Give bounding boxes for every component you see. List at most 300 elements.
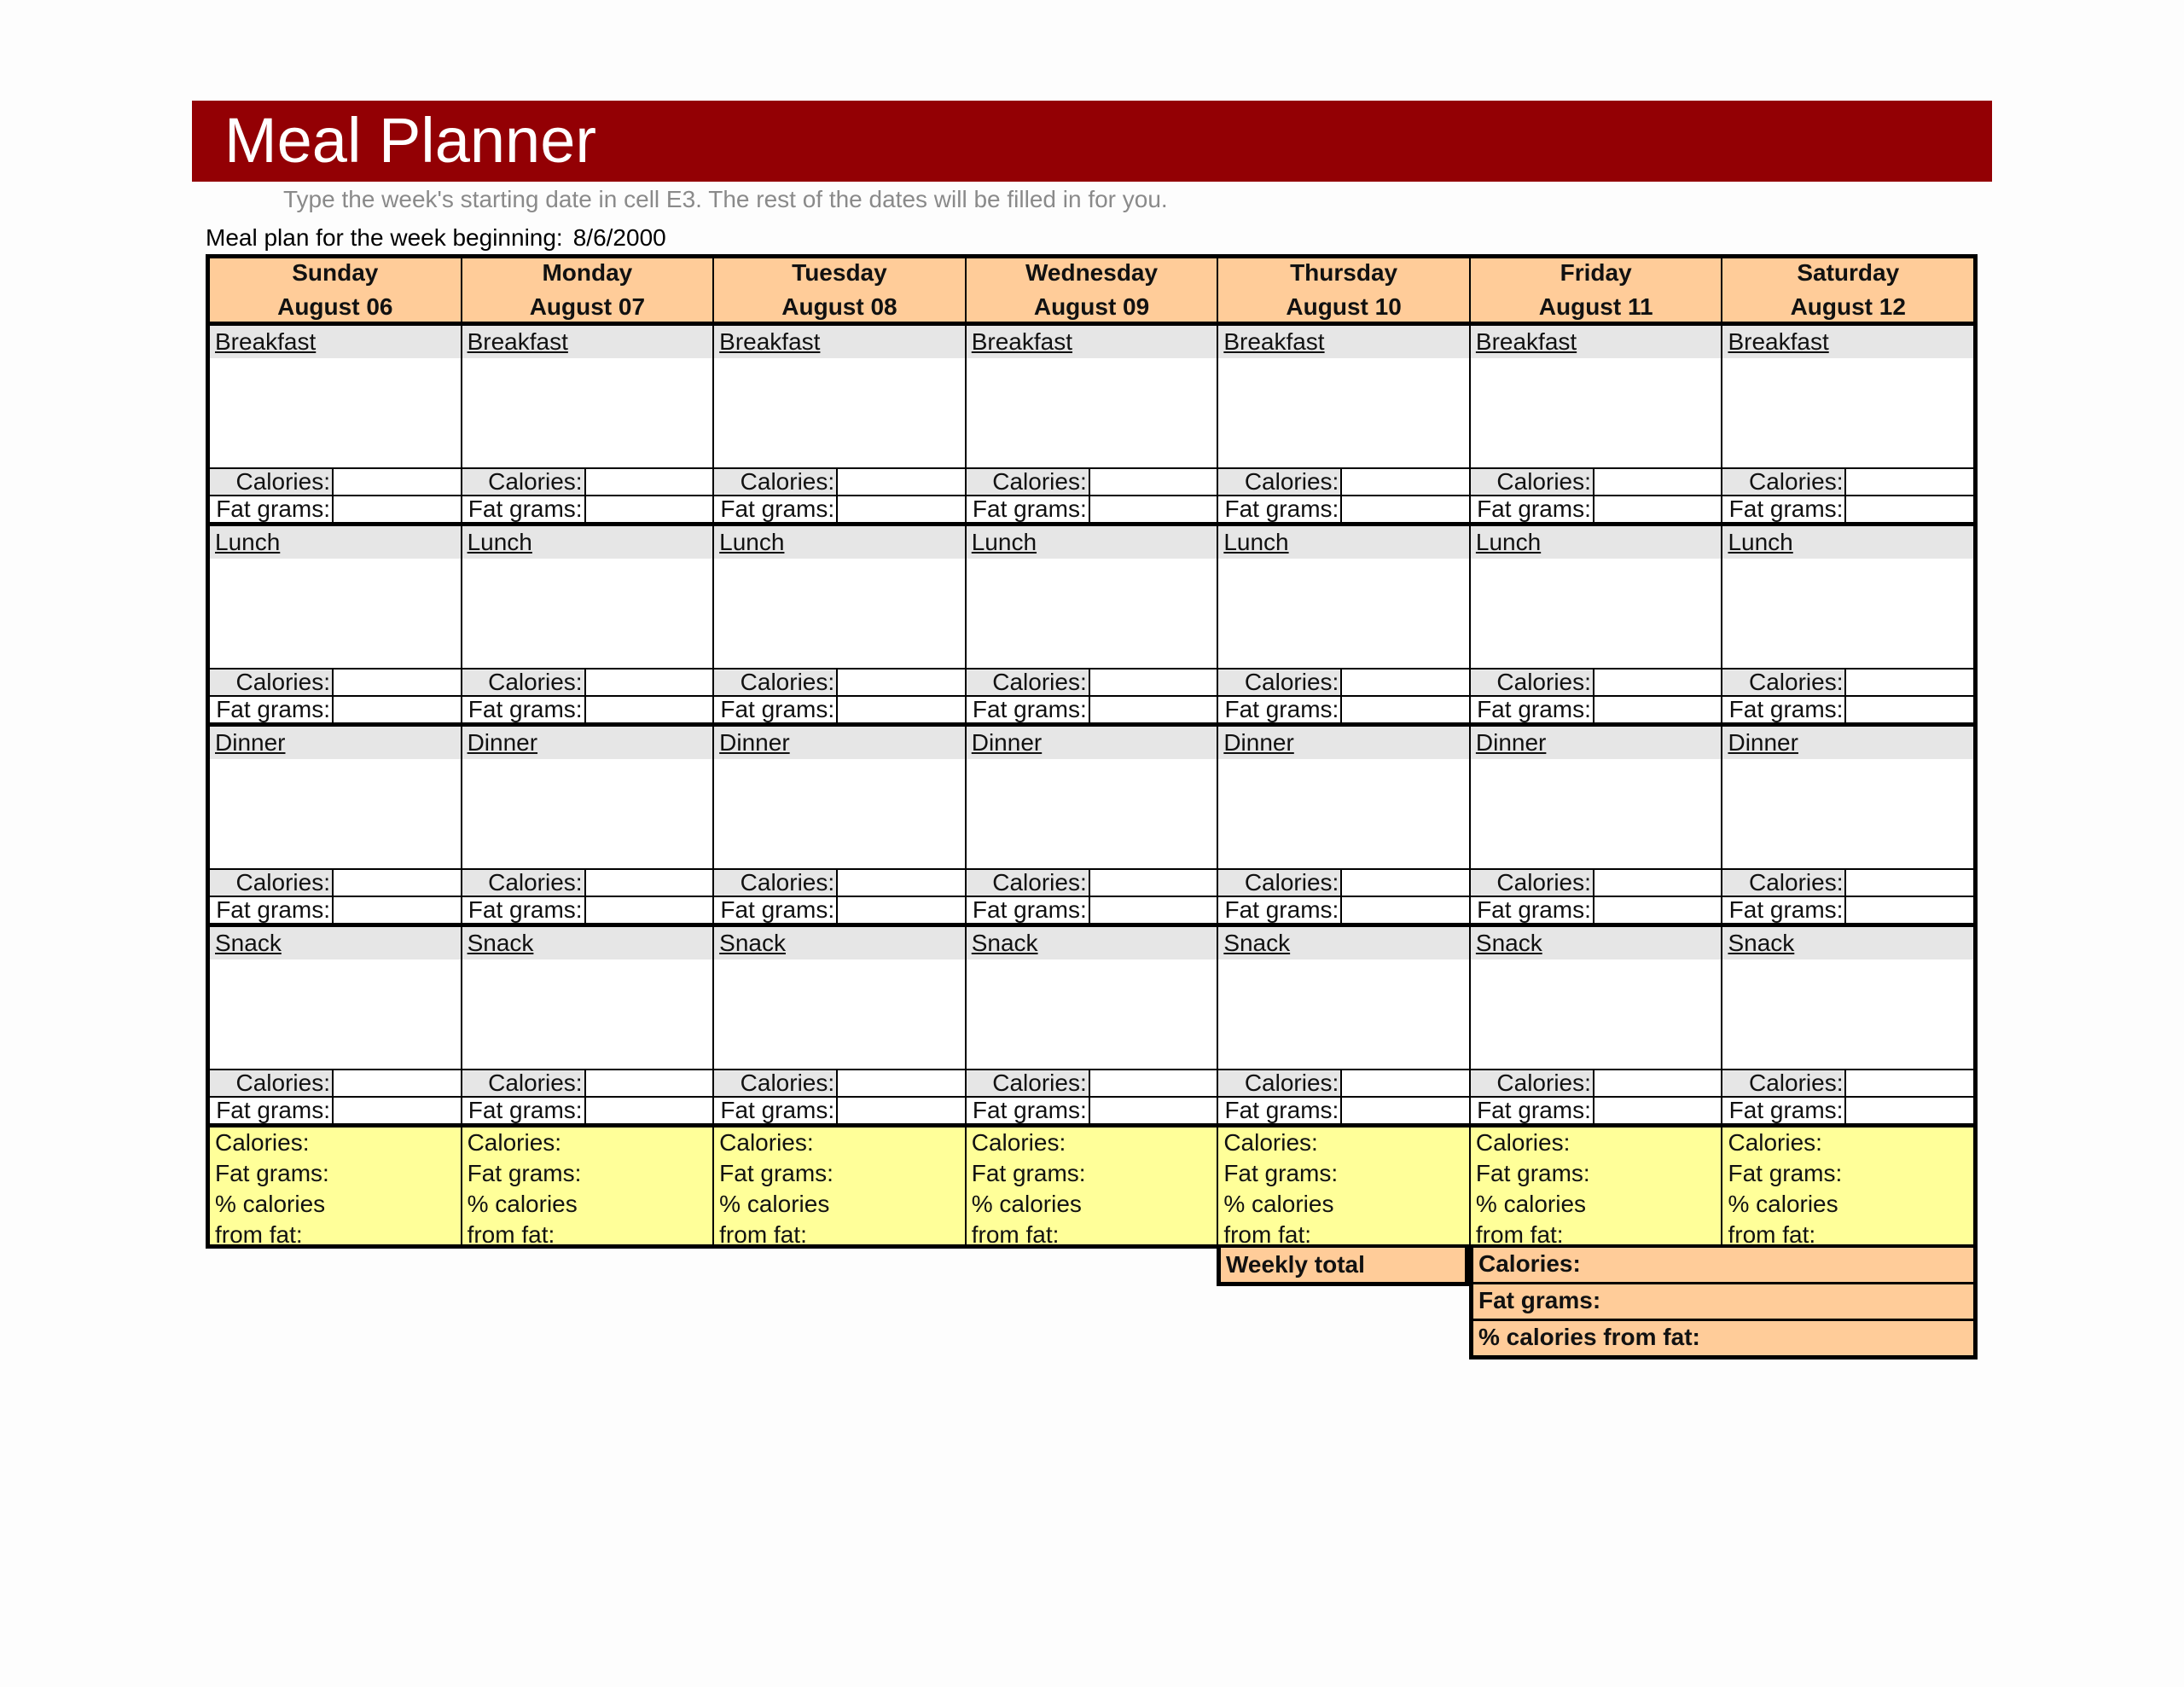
meal-cell — [965, 326, 1217, 522]
calories-label: Calories: — [967, 870, 1090, 896]
daily-summary-friday[interactable] — [1469, 1128, 1722, 1244]
summary-line: Calories: — [1475, 1129, 1571, 1156]
meal-entry-area[interactable] — [462, 358, 713, 469]
fat-input[interactable] — [1090, 1098, 1217, 1123]
meal-label: Breakfast — [1218, 326, 1469, 358]
day-header-wednesday — [965, 258, 1217, 322]
calories-input[interactable] — [586, 870, 713, 896]
meal-cell — [712, 526, 965, 722]
summary-line: % calories — [467, 1191, 578, 1217]
calories-label: Calories: — [1471, 670, 1594, 695]
fat-row — [1471, 897, 1722, 923]
fat-label: Fat grams: — [462, 897, 586, 923]
fat-input[interactable] — [1090, 697, 1217, 722]
meal-entry-area[interactable] — [1471, 559, 1722, 670]
calories-label: Calories: — [462, 469, 586, 495]
calories-row — [210, 469, 461, 496]
calories-label: Calories: — [210, 1070, 334, 1096]
meal-block-breakfast — [206, 326, 1978, 526]
daily-summary-row — [206, 1128, 1978, 1249]
fat-label: Fat grams: — [1471, 1098, 1594, 1123]
fat-input[interactable] — [1342, 1098, 1469, 1123]
calories-input[interactable] — [334, 469, 461, 495]
fat-input[interactable] — [838, 496, 965, 522]
meal-entry-area[interactable] — [210, 959, 461, 1070]
meal-entry-area[interactable] — [714, 358, 965, 469]
meal-label: Snack — [210, 927, 461, 959]
meal-label: Dinner — [462, 727, 713, 759]
calories-input[interactable] — [1090, 1070, 1217, 1096]
calories-input[interactable] — [1846, 1070, 1973, 1096]
fat-label: Fat grams: — [1471, 496, 1594, 522]
calories-label: Calories: — [967, 670, 1090, 695]
day-name: Monday — [542, 259, 633, 286]
meal-label: Lunch — [967, 526, 1217, 559]
calories-input[interactable] — [1342, 670, 1469, 695]
meal-label: Dinner — [1722, 727, 1973, 759]
calories-label: Calories: — [1722, 469, 1846, 495]
fat-row — [1218, 697, 1469, 722]
meal-entry-area[interactable] — [967, 959, 1217, 1070]
meal-entry-area[interactable] — [1722, 559, 1973, 670]
meal-cell — [1217, 526, 1469, 722]
calories-label: Calories: — [1471, 870, 1594, 896]
summary-line: from fat: — [971, 1221, 1060, 1244]
summary-line: from fat: — [1475, 1221, 1564, 1244]
calories-label: Calories: — [1218, 670, 1342, 695]
fat-label: Fat grams: — [967, 1098, 1090, 1123]
meal-entry-area[interactable] — [1471, 759, 1722, 870]
calories-label: Calories: — [1722, 1070, 1846, 1096]
calories-row — [1218, 469, 1469, 496]
meal-entry-area[interactable] — [1722, 358, 1973, 469]
fat-input[interactable] — [1594, 897, 1722, 923]
meal-cell — [1217, 326, 1469, 522]
calories-row — [1218, 1070, 1469, 1098]
fat-label: Fat grams: — [1722, 1098, 1846, 1123]
fat-row — [714, 1098, 965, 1123]
daily-summary-sunday[interactable] — [210, 1128, 461, 1244]
fat-row — [714, 897, 965, 923]
calories-input[interactable] — [1846, 469, 1973, 495]
fat-label: Fat grams: — [1471, 897, 1594, 923]
meal-entry-area[interactable] — [1722, 959, 1973, 1070]
fat-row — [210, 1098, 461, 1123]
calories-row — [462, 870, 713, 897]
summary-line: from fat: — [719, 1221, 807, 1244]
fat-input[interactable] — [1090, 897, 1217, 923]
fat-input[interactable] — [1846, 1098, 1973, 1123]
fat-row — [967, 697, 1217, 722]
meal-cell — [1721, 727, 1973, 923]
meal-block-dinner — [206, 727, 1978, 927]
weekly-percent-fat[interactable]: % calories from fat: — [1473, 1319, 1973, 1355]
meal-label: Dinner — [967, 727, 1217, 759]
calories-row — [967, 870, 1217, 897]
meal-entry-area[interactable] — [210, 559, 461, 670]
calories-row — [210, 1070, 461, 1098]
week-start-label: Meal plan for the week beginning: — [206, 224, 563, 251]
calories-input[interactable] — [1594, 870, 1722, 896]
calories-row — [1471, 1070, 1722, 1098]
meal-entry-area[interactable] — [967, 759, 1217, 870]
meal-cell — [210, 326, 461, 522]
fat-label: Fat grams: — [967, 496, 1090, 522]
meal-block-lunch — [206, 526, 1978, 727]
daily-summary-thursday[interactable] — [1217, 1128, 1469, 1244]
calories-label: Calories: — [967, 469, 1090, 495]
day-header-friday — [1469, 258, 1722, 322]
meal-cell — [210, 526, 461, 722]
meal-label: Snack — [1471, 927, 1722, 959]
calories-row — [1471, 469, 1722, 496]
calories-input[interactable] — [838, 670, 965, 695]
fat-row — [1722, 697, 1973, 722]
fat-label: Fat grams: — [967, 897, 1090, 923]
meal-label: Breakfast — [1722, 326, 1973, 358]
calories-row — [1722, 870, 1973, 897]
daily-summary-saturday[interactable] — [1721, 1128, 1973, 1244]
week-start-line — [206, 224, 666, 252]
fat-row — [1471, 697, 1722, 722]
day-name: Saturday — [1797, 259, 1900, 286]
meal-label: Snack — [1722, 927, 1973, 959]
fat-input[interactable] — [1846, 697, 1973, 722]
meal-cell — [712, 727, 965, 923]
fat-input[interactable] — [838, 1098, 965, 1123]
meal-cell — [1469, 927, 1722, 1123]
meal-entry-area[interactable] — [1218, 759, 1469, 870]
meal-cell — [461, 526, 713, 722]
day-header-row — [206, 254, 1978, 326]
meal-entry-area[interactable] — [714, 759, 965, 870]
meal-cell — [1469, 727, 1722, 923]
meal-entry-area[interactable] — [1722, 759, 1973, 870]
calories-input[interactable] — [838, 870, 965, 896]
meal-label: Breakfast — [967, 326, 1217, 358]
calories-row — [462, 1070, 713, 1098]
fat-input[interactable] — [838, 897, 965, 923]
fat-label: Fat grams: — [1218, 697, 1342, 722]
day-date: August 10 — [1286, 293, 1402, 320]
fat-label: Fat grams: — [714, 1098, 838, 1123]
meal-cell — [210, 727, 461, 923]
meal-entry-area[interactable] — [1471, 959, 1722, 1070]
meal-cell — [1217, 727, 1469, 923]
meal-label: Lunch — [714, 526, 965, 559]
calories-input[interactable] — [586, 670, 713, 695]
fat-input[interactable] — [1594, 697, 1722, 722]
fat-row — [967, 496, 1217, 522]
fat-label: Fat grams: — [462, 697, 586, 722]
fat-label: Fat grams: — [210, 697, 334, 722]
meal-label: Dinner — [210, 727, 461, 759]
summary-line: Fat grams: — [1223, 1160, 1339, 1186]
meal-label: Breakfast — [210, 326, 461, 358]
calories-input[interactable] — [838, 1070, 965, 1096]
fat-input[interactable] — [334, 496, 461, 522]
calories-input[interactable] — [1342, 469, 1469, 495]
title-bar — [192, 101, 1992, 182]
calories-row — [210, 670, 461, 697]
fat-row — [462, 496, 713, 522]
fat-label: Fat grams: — [1218, 496, 1342, 522]
fat-input[interactable] — [1846, 496, 1973, 522]
calories-input[interactable] — [1090, 670, 1217, 695]
fat-label: Fat grams: — [1218, 1098, 1342, 1123]
fat-label: Fat grams: — [1722, 697, 1846, 722]
calories-label: Calories: — [1218, 870, 1342, 896]
meal-cell — [712, 927, 965, 1123]
summary-line: % calories — [1728, 1191, 1838, 1217]
meal-entry-area[interactable] — [967, 358, 1217, 469]
day-name: Sunday — [292, 259, 379, 286]
calories-row — [714, 870, 965, 897]
calories-row — [1218, 670, 1469, 697]
summary-line: Calories: — [1223, 1129, 1318, 1156]
fat-label: Fat grams: — [462, 496, 586, 522]
fat-input[interactable] — [334, 897, 461, 923]
fat-row — [1722, 496, 1973, 522]
calories-row — [462, 670, 713, 697]
fat-label: Fat grams: — [210, 897, 334, 923]
summary-line: Fat grams: — [971, 1160, 1086, 1186]
weekly-total-label: Weekly total — [1217, 1248, 1469, 1286]
summary-line: % calories — [719, 1191, 830, 1217]
meal-entry-area[interactable] — [210, 759, 461, 870]
fat-row — [1218, 1098, 1469, 1123]
meal-entry-area[interactable] — [210, 358, 461, 469]
meal-label: Dinner — [714, 727, 965, 759]
fat-label: Fat grams: — [210, 496, 334, 522]
calories-input[interactable] — [1342, 870, 1469, 896]
calories-label: Calories: — [462, 1070, 586, 1096]
calories-input[interactable] — [1594, 670, 1722, 695]
calories-label: Calories: — [210, 670, 334, 695]
calories-label: Calories: — [210, 469, 334, 495]
calories-input[interactable] — [1594, 469, 1722, 495]
fat-row — [1722, 897, 1973, 923]
summary-line: % calories — [215, 1191, 326, 1217]
fat-input[interactable] — [1090, 496, 1217, 522]
fat-row — [1722, 1098, 1973, 1123]
meal-label: Snack — [1218, 927, 1469, 959]
fat-row — [1471, 496, 1722, 522]
calories-label: Calories: — [967, 1070, 1090, 1096]
meal-cell — [461, 927, 713, 1123]
fat-row — [210, 697, 461, 722]
fat-input[interactable] — [586, 496, 713, 522]
weekly-fat-grams[interactable]: Fat grams: — [1473, 1282, 1973, 1319]
summary-line: from fat: — [467, 1221, 555, 1244]
meal-entry-area[interactable] — [462, 559, 713, 670]
weekly-total-box — [1469, 1248, 1978, 1359]
day-header-saturday — [1721, 258, 1973, 322]
fat-label: Fat grams: — [967, 697, 1090, 722]
fat-input[interactable] — [1846, 897, 1973, 923]
meal-label: Breakfast — [462, 326, 713, 358]
calories-label: Calories: — [1471, 469, 1594, 495]
summary-line: % calories — [1223, 1191, 1334, 1217]
calories-input[interactable] — [838, 469, 965, 495]
summary-line: Fat grams: — [1475, 1160, 1590, 1186]
fat-label: Fat grams: — [1722, 897, 1846, 923]
instructions: Type the week's starting date in cell E3. The rest of the dates will be filled in for you. — [283, 186, 1168, 212]
calories-input[interactable] — [586, 1070, 713, 1096]
fat-label: Fat grams: — [714, 897, 838, 923]
meal-entry-area[interactable] — [1218, 959, 1469, 1070]
summary-line: % calories — [1475, 1191, 1587, 1217]
fat-row — [1218, 496, 1469, 522]
calories-row — [714, 1070, 965, 1098]
calories-row — [210, 870, 461, 897]
calories-row — [1722, 469, 1973, 496]
calories-input[interactable] — [586, 469, 713, 495]
calories-label: Calories: — [1218, 1070, 1342, 1096]
day-header-tuesday — [712, 258, 965, 322]
calories-row — [967, 469, 1217, 496]
meal-entry-area[interactable] — [1218, 358, 1469, 469]
calories-label: Calories: — [1722, 670, 1846, 695]
fat-label: Fat grams: — [714, 496, 838, 522]
summary-line: Calories: — [1728, 1129, 1822, 1156]
meal-label: Lunch — [1218, 526, 1469, 559]
calories-input[interactable] — [1090, 870, 1217, 896]
daily-summary-tuesday[interactable] — [712, 1128, 965, 1244]
meal-entry-area[interactable] — [967, 559, 1217, 670]
meal-entry-area[interactable] — [1218, 559, 1469, 670]
calories-input[interactable] — [1342, 1070, 1469, 1096]
fat-input[interactable] — [1594, 496, 1722, 522]
fat-label: Fat grams: — [210, 1098, 334, 1123]
fat-input[interactable] — [586, 897, 713, 923]
fat-input[interactable] — [838, 697, 965, 722]
calories-row — [1218, 870, 1469, 897]
fat-row — [714, 697, 965, 722]
calories-input[interactable] — [1846, 870, 1973, 896]
day-name: Thursday — [1290, 259, 1398, 286]
summary-line: % calories — [971, 1191, 1082, 1217]
meal-cell — [461, 727, 713, 923]
meal-cell — [1721, 326, 1973, 522]
summary-line: from fat: — [215, 1221, 303, 1244]
meal-cell — [461, 326, 713, 522]
fat-row — [210, 897, 461, 923]
page-title: Meal Planner — [224, 105, 597, 176]
calories-row — [462, 469, 713, 496]
calories-row — [967, 1070, 1217, 1098]
fat-input[interactable] — [1342, 897, 1469, 923]
day-name: Wednesday — [1025, 259, 1159, 286]
fat-input[interactable] — [1342, 496, 1469, 522]
fat-label: Fat grams: — [1722, 496, 1846, 522]
calories-input[interactable] — [1846, 670, 1973, 695]
meal-label: Dinner — [1471, 727, 1722, 759]
day-header-monday — [461, 258, 713, 322]
calories-input[interactable] — [1594, 1070, 1722, 1096]
calories-label: Calories: — [462, 670, 586, 695]
meal-entry-area[interactable] — [462, 959, 713, 1070]
fat-row — [210, 496, 461, 522]
calories-label: Calories: — [1218, 469, 1342, 495]
fat-row — [1471, 1098, 1722, 1123]
day-date: August 08 — [781, 293, 897, 320]
fat-input[interactable] — [586, 697, 713, 722]
meal-cell — [1469, 526, 1722, 722]
fat-input[interactable] — [586, 1098, 713, 1123]
daily-summary-monday[interactable] — [461, 1128, 713, 1244]
fat-input[interactable] — [1594, 1098, 1722, 1123]
fat-input[interactable] — [334, 697, 461, 722]
summary-line: Calories: — [719, 1129, 814, 1156]
calories-row — [1471, 670, 1722, 697]
meal-label: Lunch — [1722, 526, 1973, 559]
calories-row — [1471, 870, 1722, 897]
fat-label: Fat grams: — [462, 1098, 586, 1123]
fat-label: Fat grams: — [1471, 697, 1594, 722]
summary-line: Fat grams: — [1728, 1160, 1843, 1186]
meal-block-snack — [206, 927, 1978, 1128]
meal-label: Snack — [714, 927, 965, 959]
calories-row — [714, 670, 965, 697]
fat-label: Fat grams: — [1218, 897, 1342, 923]
calories-input[interactable] — [334, 670, 461, 695]
meal-cell — [712, 326, 965, 522]
meal-label: Lunch — [462, 526, 713, 559]
meal-label: Snack — [967, 927, 1217, 959]
meal-cell — [1721, 927, 1973, 1123]
day-date: August 07 — [529, 293, 646, 320]
meal-cell — [1217, 927, 1469, 1123]
meal-entry-area[interactable] — [714, 959, 965, 1070]
weekly-calories[interactable]: Calories: — [1478, 1250, 1581, 1277]
summary-line: Fat grams: — [467, 1160, 582, 1186]
meal-entry-area[interactable] — [462, 759, 713, 870]
fat-row — [714, 496, 965, 522]
calories-label: Calories: — [714, 670, 838, 695]
calories-input[interactable] — [334, 870, 461, 896]
meal-label: Lunch — [210, 526, 461, 559]
fat-row — [462, 1098, 713, 1123]
calories-row — [1722, 670, 1973, 697]
summary-line: Calories: — [971, 1129, 1066, 1156]
calories-label: Calories: — [1722, 870, 1846, 896]
meal-entry-area[interactable] — [1471, 358, 1722, 469]
meal-label: Breakfast — [714, 326, 965, 358]
summary-line: from fat: — [1223, 1221, 1312, 1244]
summary-line: from fat: — [1728, 1221, 1816, 1244]
meal-cell — [1721, 526, 1973, 722]
meal-entry-area[interactable] — [714, 559, 965, 670]
fat-input[interactable] — [334, 1098, 461, 1123]
day-header-thursday — [1217, 258, 1469, 322]
meal-cell — [965, 727, 1217, 923]
summary-line: Calories: — [215, 1129, 310, 1156]
meal-label: Snack — [462, 927, 713, 959]
week-start-date[interactable]: 8/6/2000 — [572, 224, 666, 251]
meal-label: Lunch — [1471, 526, 1722, 559]
meal-label: Dinner — [1218, 727, 1469, 759]
fat-input[interactable] — [1342, 697, 1469, 722]
day-header-sunday — [210, 258, 461, 322]
calories-input[interactable] — [334, 1070, 461, 1096]
calories-label: Calories: — [210, 870, 334, 896]
calories-input[interactable] — [1090, 469, 1217, 495]
calories-row — [714, 469, 965, 496]
summary-line: Calories: — [467, 1129, 562, 1156]
daily-summary-wednesday[interactable] — [965, 1128, 1217, 1244]
fat-row — [462, 697, 713, 722]
